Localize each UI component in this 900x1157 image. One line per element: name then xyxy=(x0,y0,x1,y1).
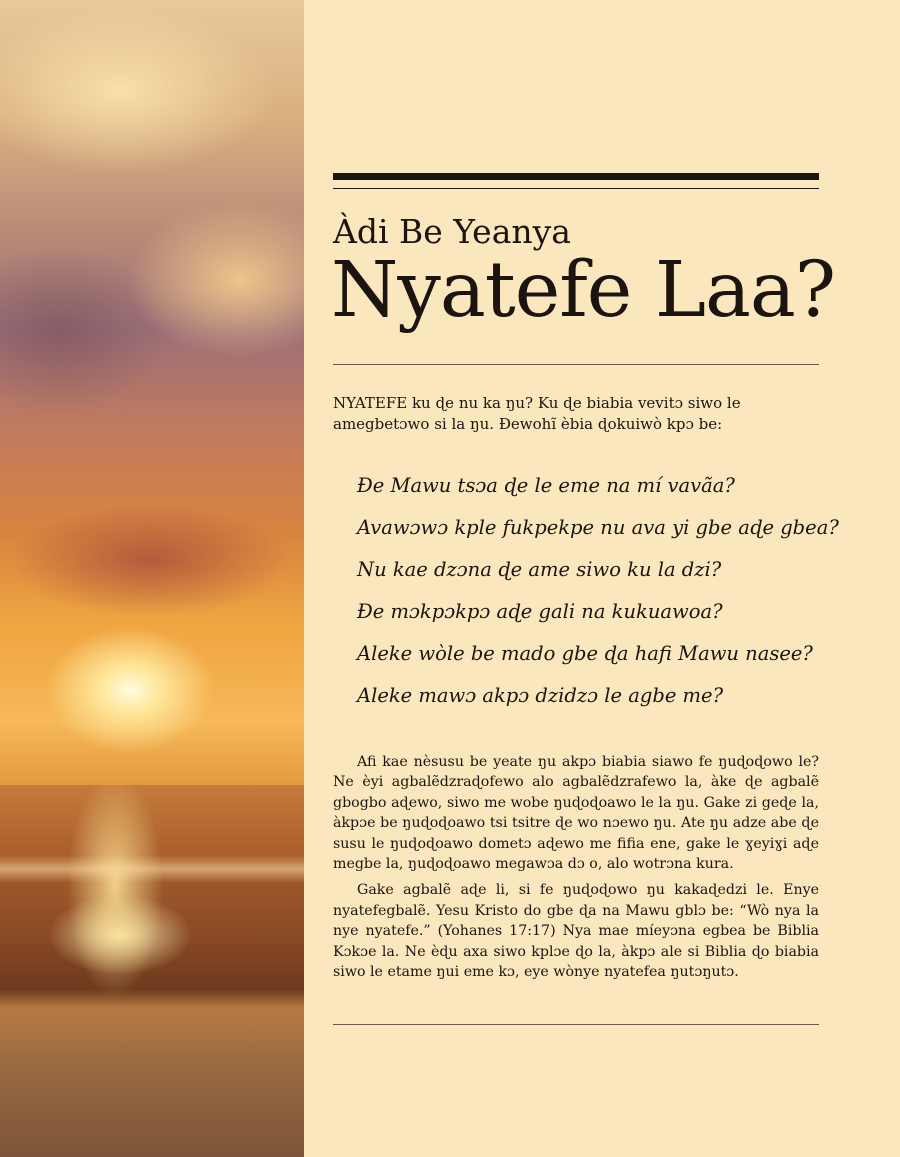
intro-paragraph: NYATEFE ku ɖe nu ka ŋu? Ku ɖe biabia vevitɔ siwo le amegbetɔwo si la ŋu. Ɖewohĩ èbia ɖokuiwò kpɔ be: xyxy=(333,394,741,433)
question-item: Ɖe Mawu tsɔa ɖe le eme na mí vavãa? xyxy=(357,474,735,497)
page-title: Nyatefe Laa? xyxy=(331,246,836,335)
sunset-sky xyxy=(0,0,304,785)
question-item: Ɖe mɔkpɔkpɔ aɖe gali na kukuawoa? xyxy=(357,600,723,623)
wave-foam xyxy=(0,855,304,883)
bottom-rule xyxy=(333,1024,819,1025)
body-text xyxy=(333,752,819,988)
title-divider xyxy=(333,364,819,365)
sunset-beach-photo xyxy=(0,0,304,1157)
question-list xyxy=(357,472,839,724)
body-paragraph: Afi kae nèsusu be yeate ŋu akpɔ biabia siawo fe ŋuɖoɖowo le? Ne èyi agbalẽdzraɖofewo alo agbalẽdzrafewo la, àke ɖe agbalẽ gbogbo aɖewo, siwo me wobe ŋuɖoɖoawo le la ŋu. Gake zi geɖe la, àkpɔe be ŋuɖoɖoawo tsi tsitre ɖe wo nɔewo ŋu. Ate ŋu adze abe ɖe susu le ŋuɖoɖoawo dometɔ aɖewo me fifia ene, gake le ɣeyiɣi aɖe megbe la, ŋuɖoɖoawo megawɔa dɔ o, alo wotrɔna kura. xyxy=(333,754,819,873)
question-item: Aleke mawɔ akpɔ dzidzɔ le agbe me? xyxy=(357,684,724,707)
title-kicker: Àdi Be Yeanya xyxy=(333,212,571,251)
body-paragraph: Gake agbalẽ aɖe li, si fe ŋuɖoɖowo ŋu kakaɖedzi le. Enye nyatefegbalẽ. Yesu Kristo do gbe ɖa na Mawu gblɔ be: “Wò nya la nye nyatefe.” (Yohanes 17:17) Nya mae míeyɔna egbea be Biblia Kɔkɔe la. Ne èɖu axa siwo kplɔe ɖo la, àkpɔ ale si Biblia ɖo biabia siwo le etame ŋui eme kɔ, eye wònye nyatefea ŋutɔŋutɔ. xyxy=(333,882,819,981)
question-item: Avawɔwɔ kple fukpekpe nu ava yi gbe aɖe gbea? xyxy=(357,516,839,539)
question-item: Aleke wòle be mado gbe ɖa hafi Mawu nasee? xyxy=(357,642,813,665)
sea-and-shore xyxy=(0,785,304,1157)
top-thin-rule xyxy=(333,188,819,189)
question-item: Nu kae dzɔna ɖe ame siwo ku la dzi? xyxy=(357,558,722,581)
top-thick-rule xyxy=(333,173,819,180)
